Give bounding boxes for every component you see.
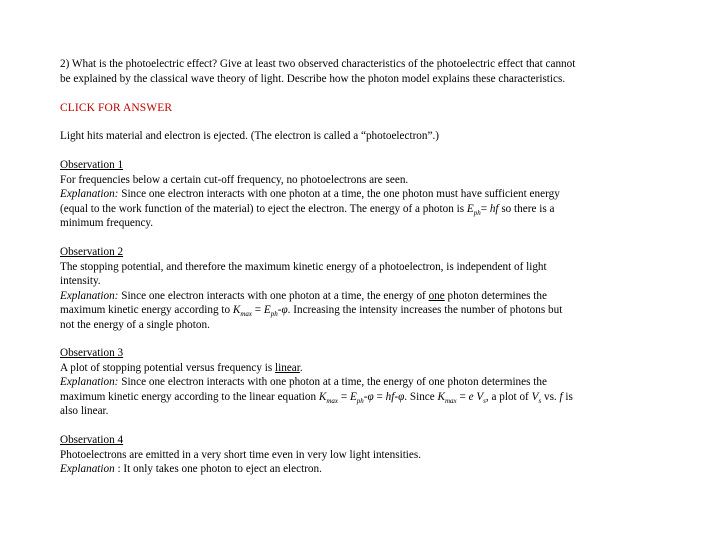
observation-4-title: Observation 4 — [60, 434, 124, 446]
observation-2 — [60, 245, 650, 332]
observation-3-explanation-line-3: also linear. — [60, 405, 109, 417]
observation-2-explanation-line-1: Explanation: Since one electron interacts with one photon at a time, the energy of one photon determines the — [60, 289, 547, 302]
observation-3-explanation-line-2: maximum kinetic energy according to the linear equation $K_{max} = E_{ph}-\varphi = hf-\varphi$. Since $K_{max} = e$ $V_s$, a plot of $V_s$ vs. f is — [60, 390, 573, 405]
observation-2-explanation-line-2: maximum kinetic energy according to $K_{max} = E_{ph}-\varphi$. Increasing the intensity increases the number of photons but — [60, 304, 563, 319]
click-for-answer-link[interactable]: CLICK FOR ANSWER — [60, 102, 173, 114]
explanation-label: Explanation: — [60, 376, 119, 388]
question-text — [60, 57, 650, 86]
explanation-label: Explanation: — [60, 188, 119, 200]
observation-1 — [60, 158, 650, 231]
observation-1-explanation-line-3: minimum frequency. — [60, 217, 154, 229]
observation-2-explanation-line-3: not the energy of a single photon. — [60, 318, 210, 331]
observation-2-title: Observation 2 — [60, 246, 124, 258]
observation-4-statement: Photoelectrons are emitted in a very short time even in very low light intensities. — [60, 448, 422, 461]
observation-1-statement: For frequencies below a certain cut-off frequency, no photoelectrons are seen. — [60, 173, 409, 186]
observation-4 — [60, 433, 650, 477]
observation-2-statement-line-2: intensity. — [60, 275, 101, 287]
observation-1-explanation-line-2: (equal to the work function of the material) to eject the electron. The energy of a photon is $E_{ph}=$ hf so there is a — [60, 202, 555, 217]
observation-4-explanation: Explanation : It only takes one photon to eject an electron. — [60, 463, 322, 475]
intro-text: Light hits material and electron is ejected. (The electron is called a “photoelectron”.) — [60, 130, 439, 142]
observation-3-explanation-line-1: Explanation: Since one electron interacts with one photon at a time, the energy of one photon determines the — [60, 376, 547, 388]
observation-1-explanation-line-1: Explanation: Since one electron interacts with one photon at a time, the one photon must have sufficient energy — [60, 188, 560, 200]
observation-3 — [60, 346, 650, 419]
question-line-2: be explained by the classical wave theory of light. Describe how the photon model explains these characteristics. — [60, 72, 566, 85]
observation-2-statement-line-1: The stopping potential, and therefore the maximum kinetic energy of a photoelectron, is independent of light — [60, 260, 547, 273]
observation-3-title: Observation 3 — [60, 347, 124, 359]
question-line-1: 2) What is the photoelectric effect? Give at least two observed characteristics of the photoelectric effect that cannot — [60, 58, 576, 70]
explanation-label: Explanation — [60, 463, 115, 475]
explanation-label: Explanation: — [60, 289, 119, 302]
observation-3-statement: A plot of stopping potential versus frequency is linear. — [60, 361, 303, 374]
observation-1-title: Observation 1 — [60, 159, 124, 171]
